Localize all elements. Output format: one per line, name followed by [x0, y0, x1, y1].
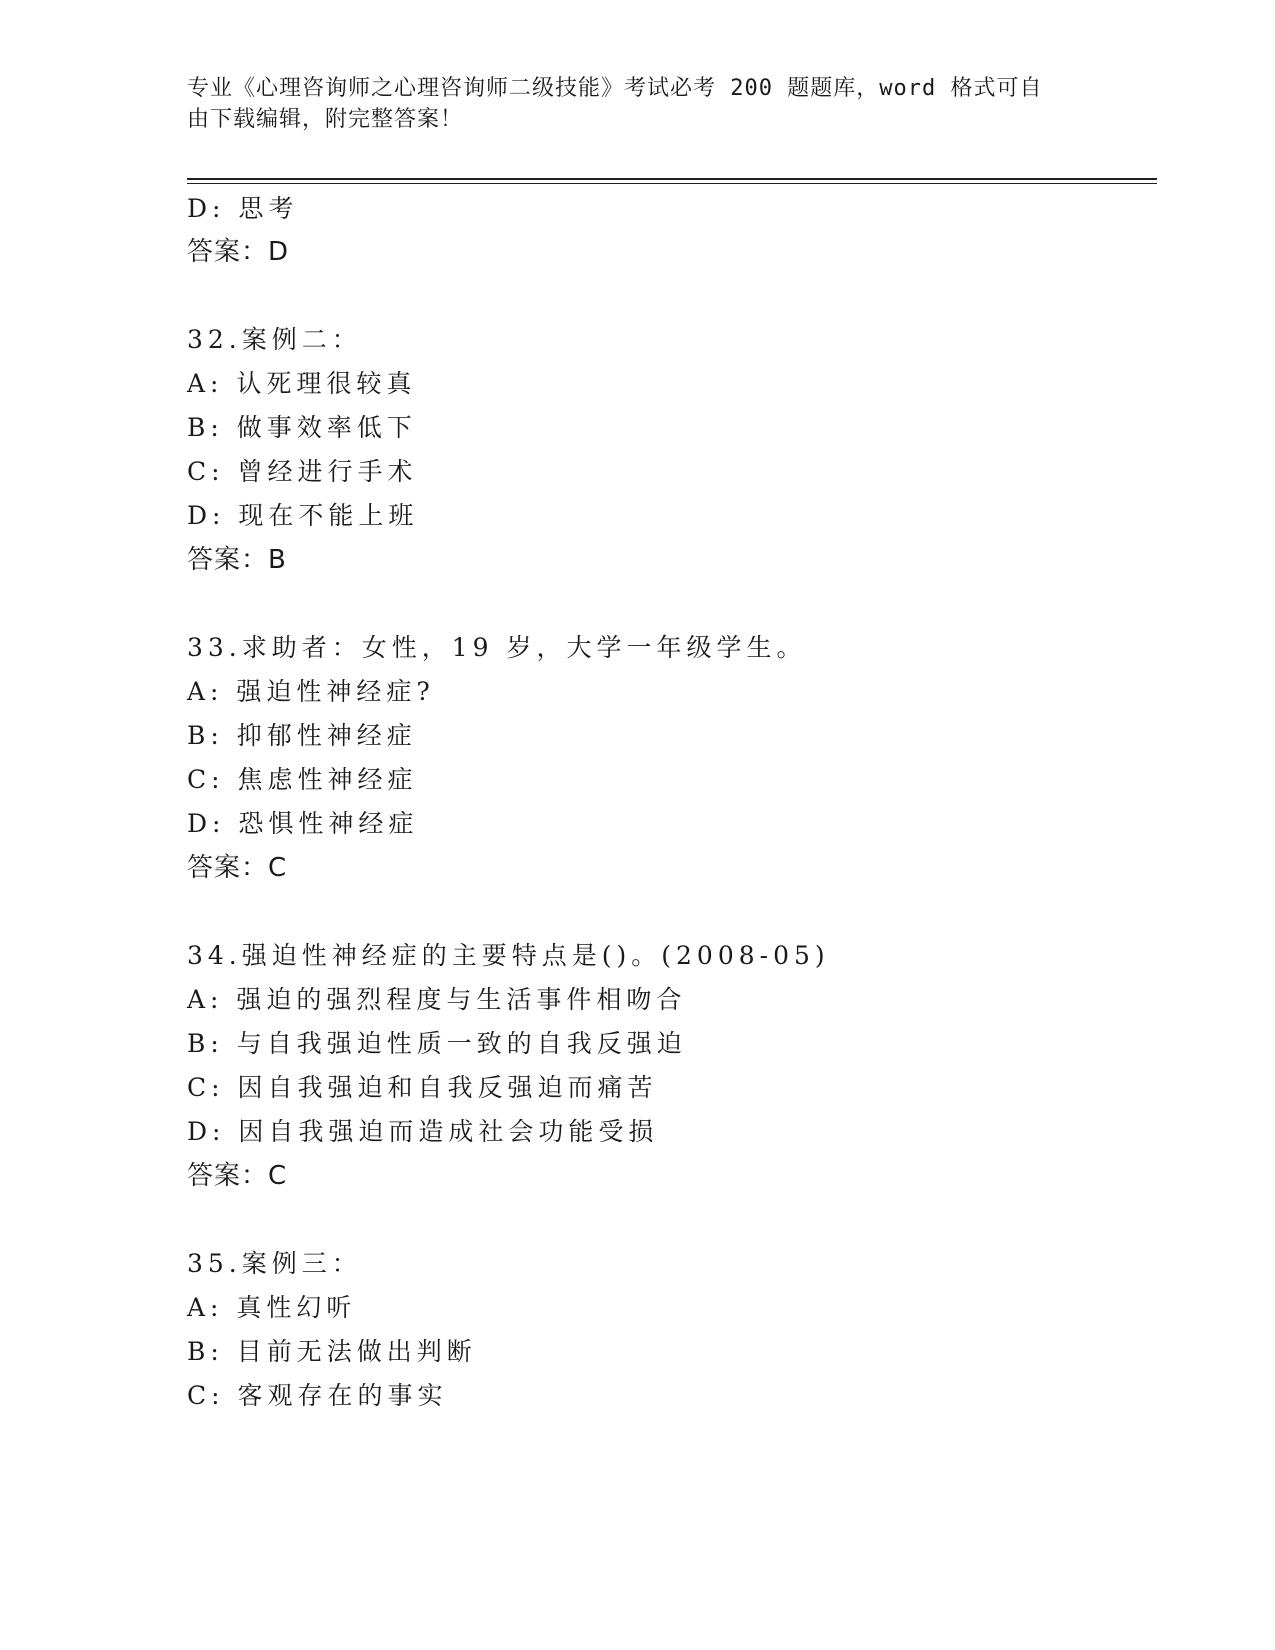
option-line: C: 因自我强迫和自我反强迫而痛苦: [187, 1073, 658, 1102]
question-line: 34.强迫性神经症的主要特点是()。(2008-05): [187, 941, 830, 970]
header-divider-thin: [187, 183, 1157, 184]
question-line: 32.案例二：: [187, 325, 362, 354]
option-line: D: 现在不能上班: [187, 501, 419, 530]
option-line: D: 因自我强迫而造成社会功能受损: [187, 1117, 659, 1146]
option-line: C: 曾经进行手术: [187, 457, 418, 486]
option-line: A: 真性幻听: [187, 1293, 357, 1322]
option-line: A: 强迫的强烈程度与生活事件相吻合: [187, 985, 687, 1014]
option-line: D: 思考: [187, 194, 299, 223]
header-line-2: 由下载编辑，附完整答案！: [187, 107, 464, 132]
option-line: B: 抑郁性神经症: [187, 721, 417, 750]
option-line: B: 目前无法做出判断: [187, 1337, 477, 1366]
option-line: A: 认死理很较真: [187, 369, 417, 398]
option-line: B: 与自我强迫性质一致的自我反强迫: [187, 1029, 687, 1058]
option-line: C: 客观存在的事实: [187, 1381, 448, 1410]
option-line: C: 焦虑性神经症: [187, 765, 418, 794]
answer-line: 答案：D: [187, 237, 290, 267]
answer-line: 答案：C: [187, 1161, 288, 1191]
document-header: [187, 73, 1067, 135]
question-line: 35.案例三：: [187, 1249, 362, 1278]
answer-line: 答案：C: [187, 853, 288, 883]
header-divider-thick: [187, 178, 1157, 180]
option-line: A: 强迫性神经症?: [187, 677, 435, 706]
question-line: 33.求助者：女性，19 岁，大学一年级学生。: [187, 633, 807, 662]
option-line: B: 做事效率低下: [187, 413, 417, 442]
answer-line: 答案：B: [187, 545, 287, 575]
option-line: D: 恐惧性神经症: [187, 809, 419, 838]
header-line-1: 专业《心理咨询师之心理咨询师二级技能》考试必考 200 题题库，word 格式可自: [187, 76, 1043, 101]
